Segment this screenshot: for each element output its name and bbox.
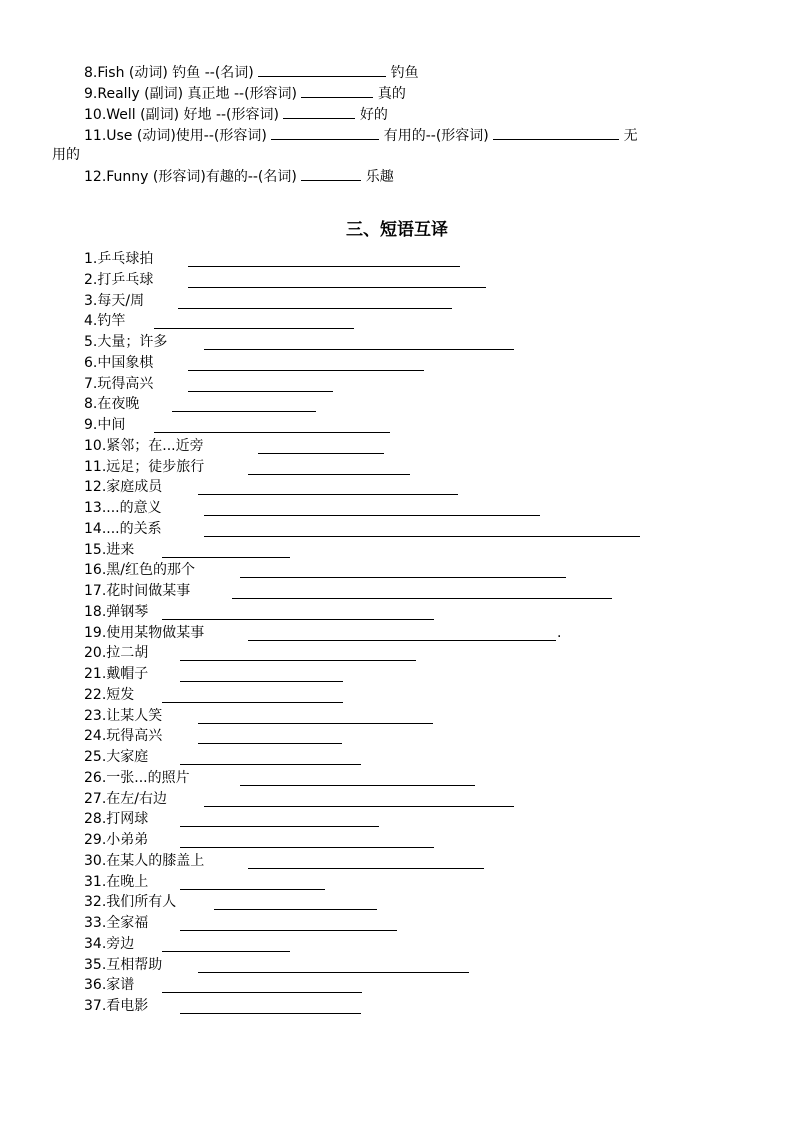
section-title: 三、短语互译 xyxy=(346,220,448,240)
phrase-label: 25.大家庭 xyxy=(84,749,149,765)
phrase-label: 21.戴帽子 xyxy=(84,666,149,682)
phrase-label: 15.进来 xyxy=(84,541,135,558)
phrase-label: 5.大量；许多 xyxy=(84,334,168,350)
answer-blank[interactable] xyxy=(180,873,325,890)
phrase-item xyxy=(84,686,134,704)
answer-blank[interactable] xyxy=(198,727,342,744)
phrase-label: 29.小弟弟 xyxy=(84,832,149,848)
answer-blank[interactable] xyxy=(204,520,640,537)
phrase-label: 1.乒乓球拍 xyxy=(84,251,154,267)
phrase-label: 14....的关系 xyxy=(84,520,162,537)
phrase-label: 30.在某人的膝盖上 xyxy=(84,852,205,869)
phrase-label: 12.家庭成员 xyxy=(84,479,163,496)
answer-blank[interactable] xyxy=(204,499,540,516)
answer-blank[interactable] xyxy=(271,125,379,140)
answer-blank[interactable] xyxy=(232,582,612,599)
phrase-item xyxy=(84,665,148,683)
word-form-text: 11.Use (动词)使用--(形容词) xyxy=(84,128,267,144)
phrase-label: 17.花时间做某事 xyxy=(84,583,191,599)
answer-blank[interactable] xyxy=(188,354,424,371)
answer-blank[interactable] xyxy=(180,748,361,765)
word-form-line-11 xyxy=(84,125,638,145)
answer-blank[interactable] xyxy=(180,810,379,827)
phrase-item xyxy=(84,499,162,517)
word-form-text: 无 xyxy=(623,128,638,144)
answer-blank[interactable] xyxy=(188,375,333,392)
phrase-item xyxy=(84,852,204,870)
answer-blank[interactable] xyxy=(204,333,514,350)
phrase-item xyxy=(84,312,125,330)
answer-blank[interactable] xyxy=(248,624,556,641)
answer-blank[interactable] xyxy=(248,852,484,869)
answer-blank[interactable] xyxy=(162,976,362,993)
phrase-label: 34.旁边 xyxy=(84,935,135,952)
phrase-item xyxy=(84,873,148,891)
answer-blank[interactable] xyxy=(188,250,460,267)
phrase-item xyxy=(84,790,167,808)
phrase-label: 32.我们所有人 xyxy=(84,894,177,911)
phrase-item xyxy=(84,250,153,268)
answer-blank[interactable] xyxy=(283,104,355,119)
phrase-item xyxy=(84,914,148,932)
phrase-item xyxy=(84,935,134,953)
word-form-line-10 xyxy=(84,104,388,124)
phrase-item xyxy=(84,271,153,289)
answer-blank[interactable] xyxy=(180,644,416,661)
word-form-text: 好的 xyxy=(359,107,388,123)
answer-blank[interactable] xyxy=(301,166,361,181)
word-form-line-12 xyxy=(84,166,394,186)
phrase-item xyxy=(84,893,176,911)
phrase-label: 35.互相帮助 xyxy=(84,956,163,973)
phrase-label: 6.中国象棋 xyxy=(84,354,154,371)
phrase-label: 7.玩得高兴 xyxy=(84,375,154,392)
phrase-label: 37.看电影 xyxy=(84,998,149,1014)
word-form-text: 10.Well (副词) 好地 --(形容词) xyxy=(84,107,279,123)
word-form-text: 有用的--(形容词) xyxy=(383,128,489,144)
phrase-label: 23.让某人笑 xyxy=(84,707,163,724)
phrase-label: 13....的意义 xyxy=(84,500,162,516)
answer-blank[interactable] xyxy=(178,292,452,309)
phrase-label: 28.打网球 xyxy=(84,811,149,828)
phrase-item xyxy=(84,437,204,455)
answer-blank[interactable] xyxy=(248,458,410,475)
word-form-text: 12.Funny (形容词)有趣的--(名词) xyxy=(84,169,297,185)
answer-blank[interactable] xyxy=(162,603,434,620)
phrase-item xyxy=(84,541,134,559)
word-form-text: 真的 xyxy=(377,86,406,102)
answer-blank[interactable] xyxy=(198,956,469,973)
phrase-item xyxy=(84,395,139,413)
phrase-label: 33.全家福 xyxy=(84,915,149,931)
word-form-text: 8.Fish (动词) 钓鱼 --(名词) xyxy=(84,65,259,81)
word-form-line-9 xyxy=(84,83,406,103)
phrase-item xyxy=(84,769,190,787)
phrase-item xyxy=(84,707,162,725)
phrase-label: 27.在左/右边 xyxy=(84,790,167,807)
answer-blank[interactable] xyxy=(162,935,290,952)
phrase-item xyxy=(84,478,162,496)
word-form-line-8 xyxy=(84,62,419,82)
answer-blank[interactable] xyxy=(154,416,390,433)
phrase-label: 20.拉二胡 xyxy=(84,645,149,662)
phrase-item xyxy=(84,582,190,600)
answer-blank[interactable] xyxy=(493,125,619,140)
answer-blank[interactable] xyxy=(214,893,377,910)
word-form-text: 用的 xyxy=(52,147,80,163)
phrase-label: 3.每天/周 xyxy=(84,292,145,309)
phrase-item xyxy=(84,416,125,434)
phrase-item xyxy=(84,292,144,310)
phrase-label: 2.打乒乓球 xyxy=(84,271,154,288)
phrase-label: 26.一张...的照片 xyxy=(84,769,190,786)
phrase-label: 4.钓竿 xyxy=(84,313,126,330)
answer-blank[interactable] xyxy=(180,831,434,848)
phrase-item xyxy=(84,956,162,974)
answer-blank[interactable] xyxy=(240,561,566,578)
answer-blank[interactable] xyxy=(204,790,514,807)
answer-blank[interactable] xyxy=(180,997,361,1014)
answer-blank[interactable] xyxy=(301,83,373,98)
phrase-item xyxy=(84,603,148,621)
phrase-label: 10.紧邻；在...近旁 xyxy=(84,437,204,454)
phrase-label: 19.使用某物做某事 xyxy=(84,624,205,641)
phrase-item xyxy=(84,727,162,745)
phrase-label: 11.远足；徒步旅行 xyxy=(84,458,205,475)
phrase-label: 16.黑/红色的那个 xyxy=(84,562,195,579)
answer-blank[interactable] xyxy=(162,686,343,703)
word-form-text: 钓鱼 xyxy=(390,65,419,81)
answer-blank[interactable] xyxy=(172,395,316,412)
phrase-label: 36.家谱 xyxy=(84,977,135,994)
phrase-item xyxy=(84,624,562,642)
answer-blank[interactable] xyxy=(154,312,354,329)
phrase-item xyxy=(84,997,148,1015)
answer-blank[interactable] xyxy=(258,437,384,454)
phrase-label: 31.在晚上 xyxy=(84,873,149,890)
phrase-item xyxy=(84,375,153,393)
answer-blank[interactable] xyxy=(188,271,486,288)
phrase-label: 18.弹钢琴 xyxy=(84,603,149,620)
phrase-item xyxy=(84,644,148,662)
phrase-item xyxy=(84,810,148,828)
phrase-label: 9.中间 xyxy=(84,417,126,433)
answer-blank[interactable] xyxy=(198,707,433,724)
answer-blank[interactable] xyxy=(198,478,458,495)
word-form-line-11-wrap xyxy=(52,146,80,164)
answer-blank[interactable] xyxy=(180,914,397,931)
phrase-item xyxy=(84,458,204,476)
phrase-label: 24.玩得高兴 xyxy=(84,728,163,745)
phrase-label: 8.在夜晚 xyxy=(84,396,140,413)
word-form-text: 9.Really (副词) 真正地 --(形容词) xyxy=(84,86,298,102)
word-form-text: 乐趣 xyxy=(365,169,394,185)
phrase-item xyxy=(84,333,167,351)
period-mark: . xyxy=(557,624,562,641)
phrase-item xyxy=(84,976,134,994)
phrase-item xyxy=(84,354,153,372)
phrase-item xyxy=(84,831,148,849)
answer-blank[interactable] xyxy=(162,541,290,558)
phrase-label: 22.短发 xyxy=(84,686,135,703)
phrase-item xyxy=(84,561,195,579)
answer-blank[interactable] xyxy=(240,769,475,786)
answer-blank[interactable] xyxy=(258,62,386,77)
answer-blank[interactable] xyxy=(180,665,343,682)
phrase-item xyxy=(84,520,162,538)
phrase-item xyxy=(84,748,148,766)
